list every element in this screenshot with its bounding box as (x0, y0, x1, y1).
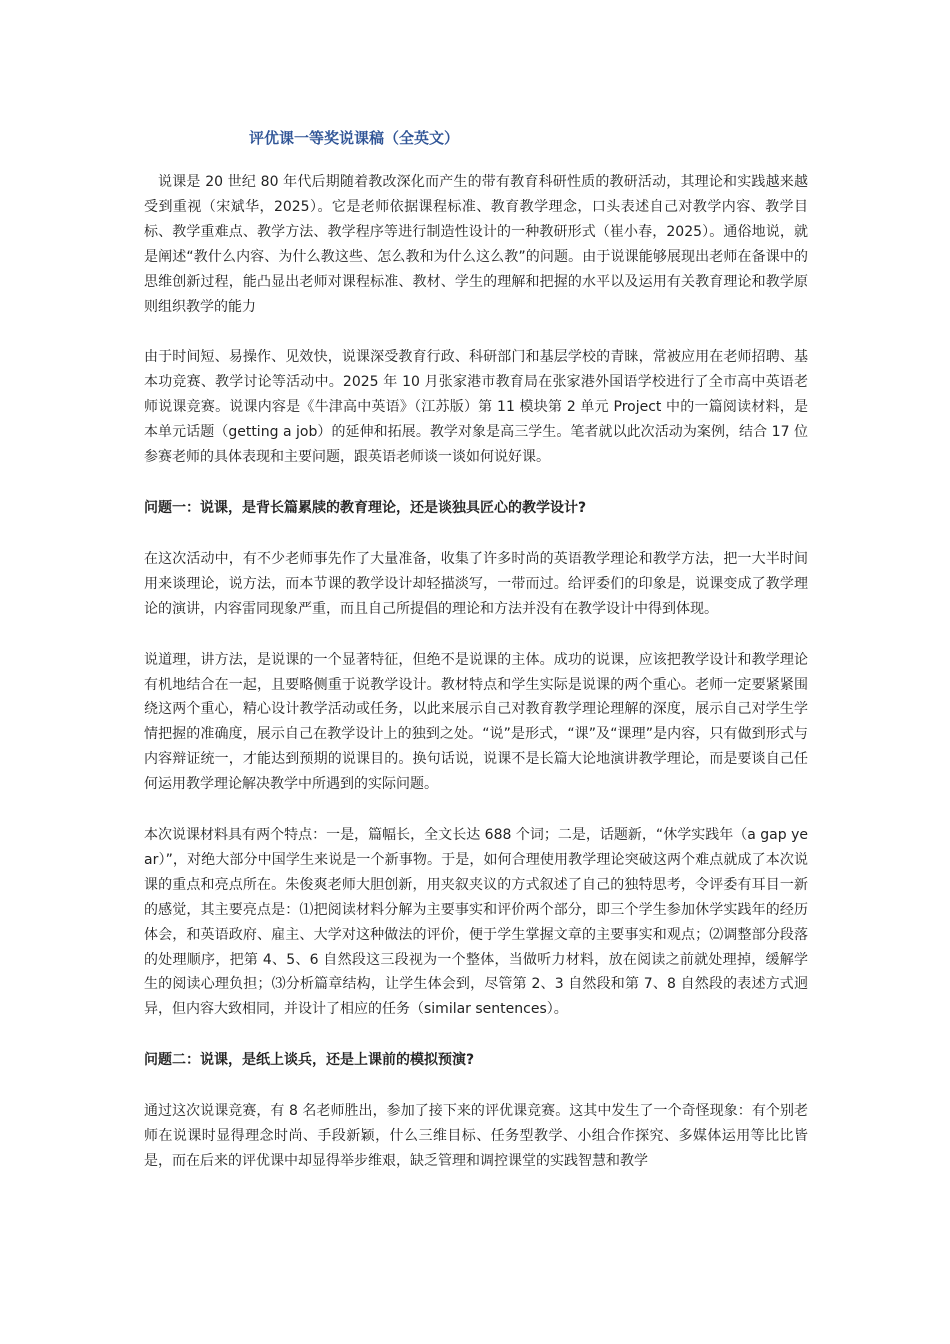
question-heading-1: 问题一：说课，是背长篇累牍的教育理论，还是谈独具匠心的教学设计? (144, 499, 587, 516)
document-body (144, 170, 808, 1200)
paragraph-analysis: 说道理，讲方法，是说课的一个显著特征，但绝不是说课的主体。成功的说课，应该把教学设计和教学理论有机地结合在一起，且要略侧重于说教学设计。教材特点和学生实际是说课的两个重心。老师一定要紧紧围绕这两个重心，精心设计教学活动或任务，以此来展示自己对教育教学理论理解的深度，展示自己对学生学情把握的准确度，展示自己在教学设计上的独到之处。“说”是形式，“课”及“课理”是内容，只有做到形式与内容辩证统一，才能达到预期的说课目的。换句话说，说课不是长篇大论地演讲教学理论，而是要谈自己任何运用教学理论解决教学中所遇到的实际问题。 (144, 651, 808, 793)
paragraph-intro: 说课是 20 世纪 80 年代后期随着教改深化而产生的带有教育科研性质的教研活动，其理论和实践越来越受到重视（宋斌华，2025）。它是老师依据课程标准、教育教学理念，口头表述自己对教学内容、教学目标、教学重难点、教学方法、教学程序等进行制造性设计的一种教研形式（崔小春，2025）。通俗地说，就是阐述“教什么内容、为什么教这些、怎么教和为什么这么教”的问题。由于说课能够展现出老师在备课中的思维创新过程，能凸显出老师对课程标准、教材、学生的理解和把握的水平以及运用有关教育理论和教学原则组织教学的能力 (144, 174, 808, 315)
document-title: 评优课一等奖说课稿（全英文） (249, 129, 460, 147)
paragraph-observation: 在这次活动中，有不少老师事先作了大量准备，收集了许多时尚的英语教学理论和教学方法，把一大半时间用来谈理论，说方法，而本节课的教学设计却轻描淡写，一带而过。给评委们的印象是，说课变成了教学理论的演讲，内容雷同现象严重，而且自己所提倡的理论和方法并没有在教学设计中得到体现。 (144, 550, 808, 617)
paragraph-background: 由于时间短、易操作、见效快，说课深受教育行政、科研部门和基层学校的青睐，常被应用在老师招聘、基本功竞赛、教学讨论等活动中。2025 年 10 月张家港市教育局在张家港外国语学校进行了全市高中英语老师说课竞赛。说课内容是《牛津高中英语》（江苏版）第 11 模块第 2 单元 Project 中的一篇阅读材料，是本单元话题（getting a job）的延伸和拓展。教学对象是高三学生。笔者就以此次活动为案例，结合 17 位参赛老师的具体表现和主要问题，跟英语老师谈一谈如何说好课。 (144, 349, 808, 466)
question-heading-2: 问题二：说课，是纸上谈兵，还是上课前的模拟预演? (144, 1052, 475, 1069)
paragraph-competition: 通过这次说课竞赛，有 8 名老师胜出，参加了接下来的评优课竞赛。这其中发生了一个奇怪现象：有个别老师在说课时显得理念时尚、手段新颖，什么三维目标、任务型教学、小组合作探究、多媒体运用等比比皆是，而在后来的评优课中却显得举步维艰，缺乏管理和调控课堂的实践智慧和教学 (144, 1103, 808, 1169)
paragraph-case-study: 本次说课材料具有两个特点：一是，篇幅长，全文长达 688 个词；二是，话题新，“休学实践年（a gap year）”，对绝大部分中国学生来说是一个新事物。于是，如何合理使用教学理论突破这两个难点就成了本次说课的重点和亮点所在。朱俊爽老师大胆创新，用夹叙夹议的方式叙述了自己的独特思考，令评委有耳目一新的感觉，其主要亮点是：⑴把阅读材料分解为主要事实和评价两个部分，即三个学生参加休学实践年的经历体会，和英语政府、雇主、大学对这种做法的评价，便于学生掌握文章的主要事实和观点；⑵调整部分段落的处理顺序，把第 4、5、6 自然段这三段视为一个整体，当做听力材料，放在阅读之前就处理掉，缓解学生的阅读心理负担；⑶分析篇章结构，让学生体会到，尽管第 2、3 自然段和第 7、8 自然段的表述方式迥异，但内容大致相同，并设计了相应的任务（similar sentences）。 (144, 827, 808, 1018)
